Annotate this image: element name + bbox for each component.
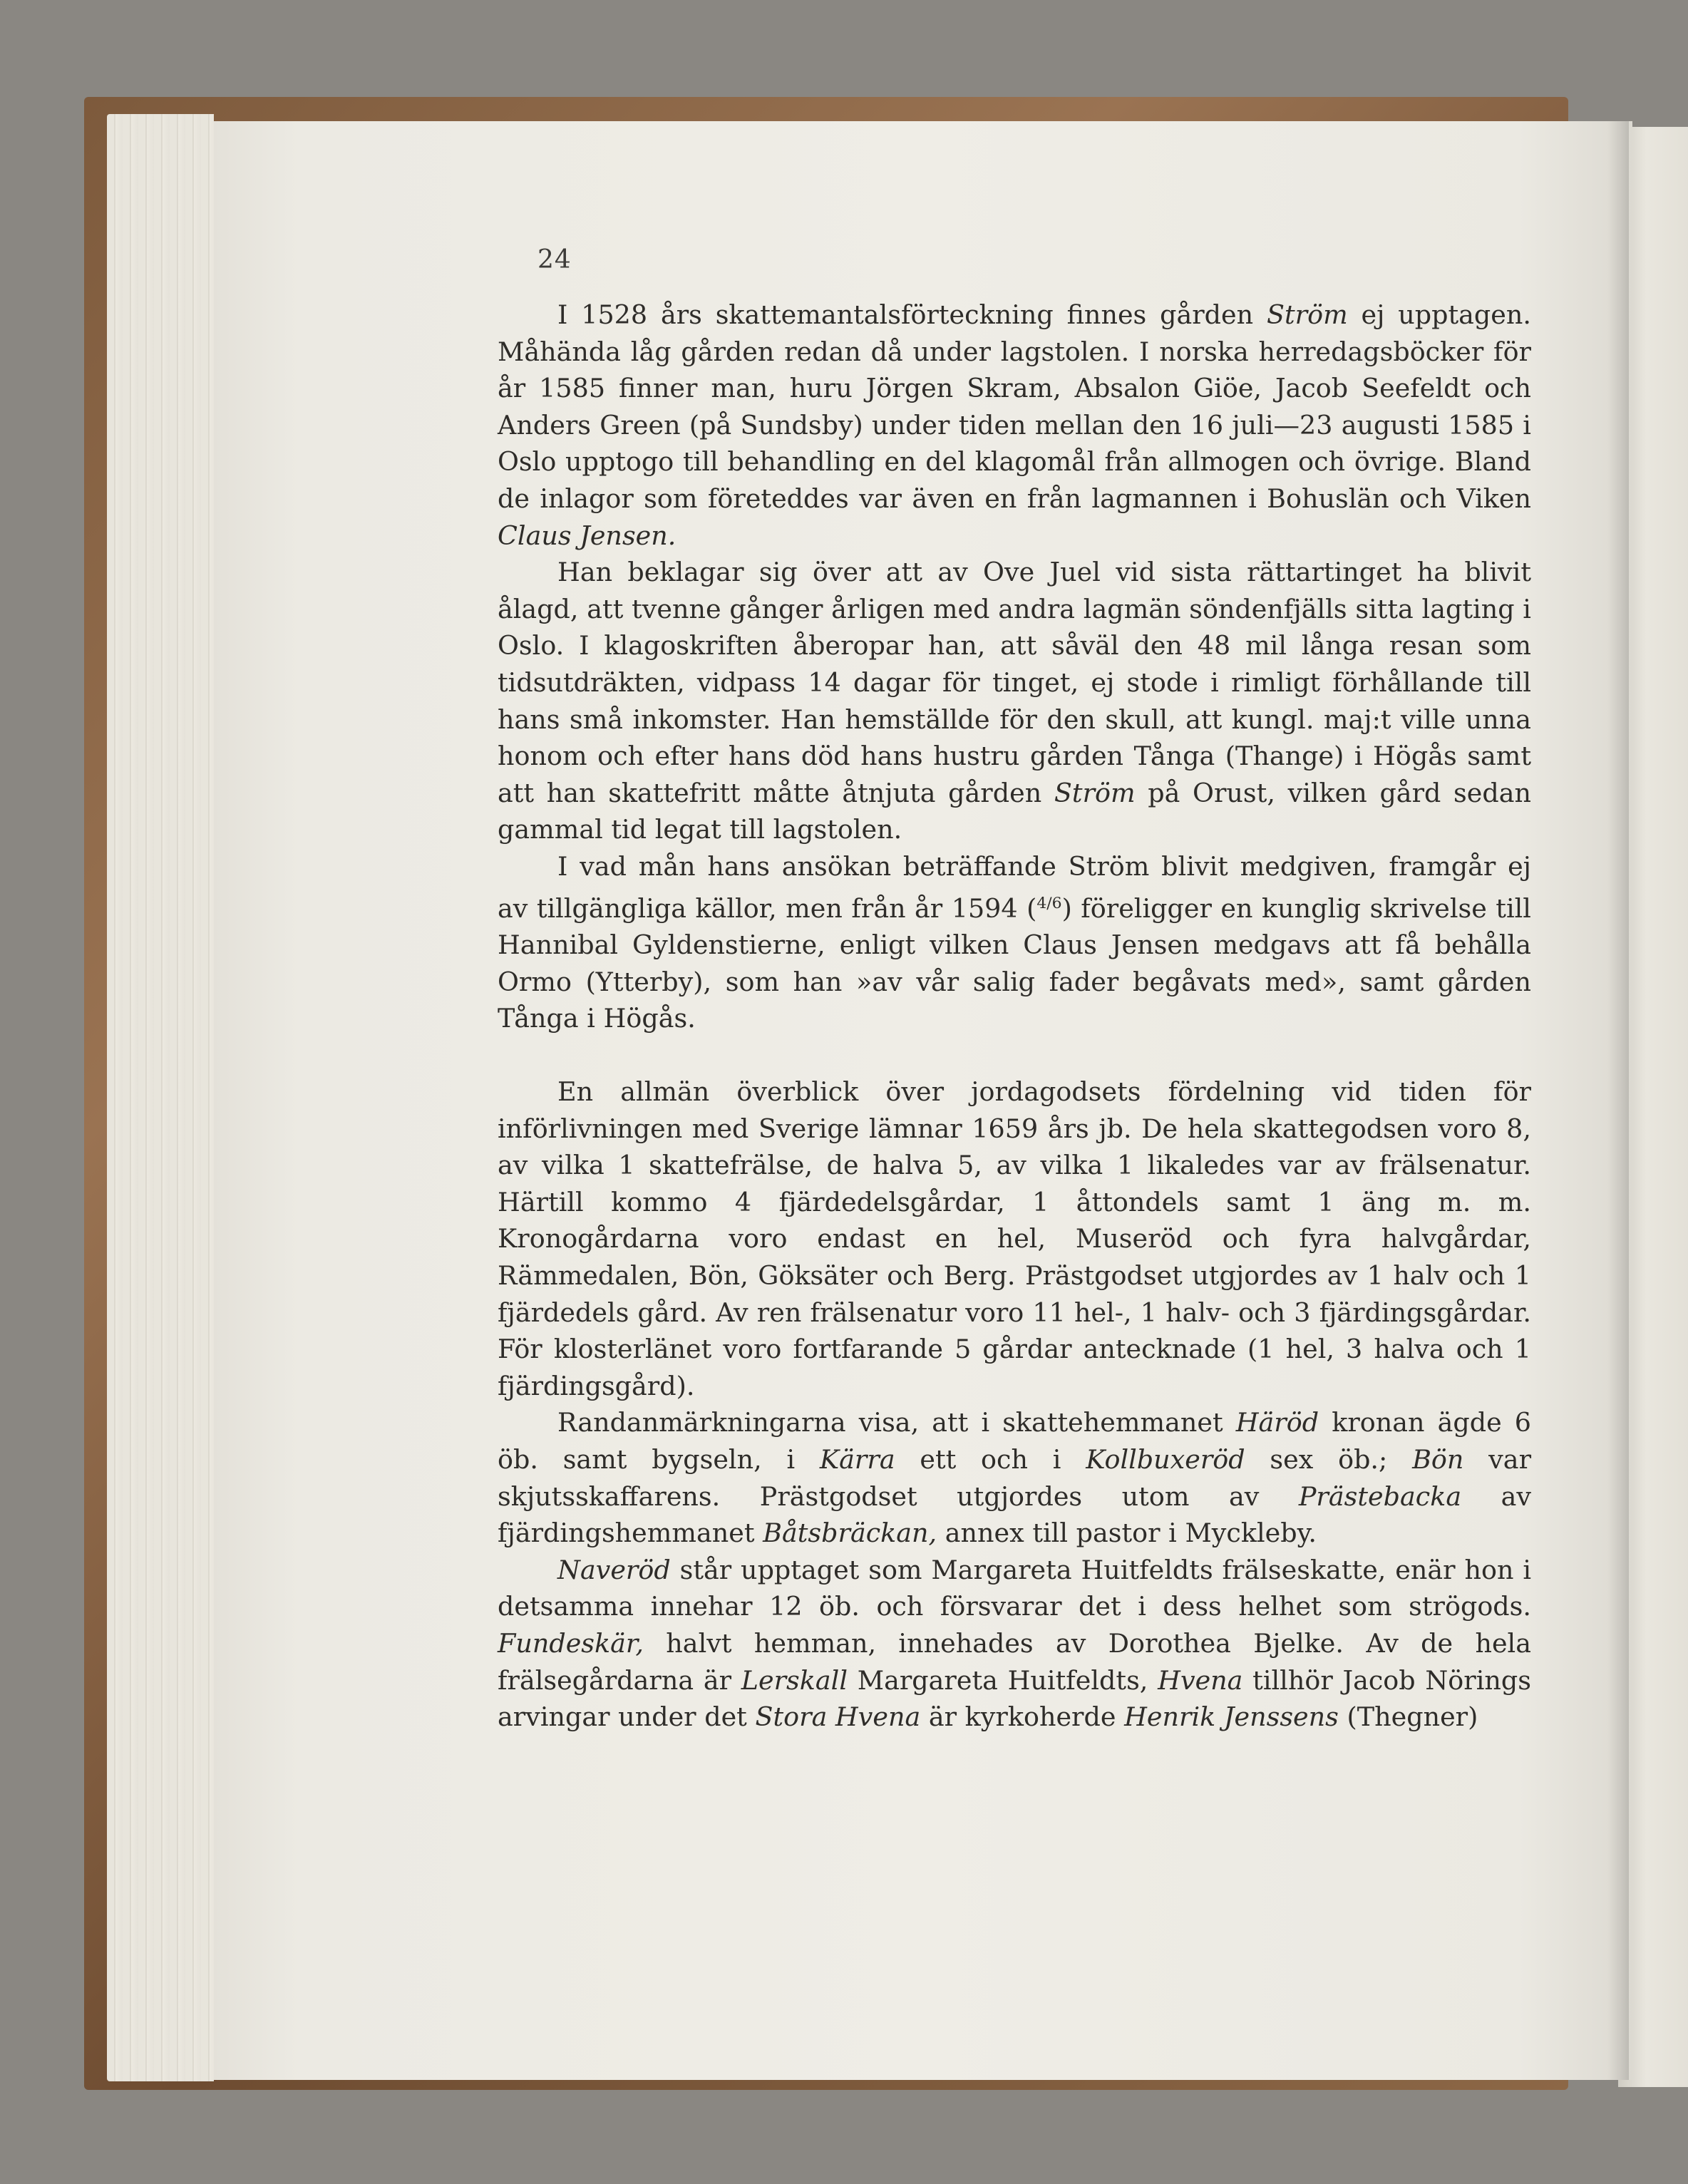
italic-name: Bön bbox=[1412, 1443, 1464, 1475]
page-edges bbox=[107, 114, 214, 2081]
paragraph bbox=[498, 1404, 1531, 1551]
text-run: kronan ägde 6 öb. samt bygseln, i bbox=[498, 1407, 1532, 1475]
text-run: halvt hemman, innehades av Dorothea Bjelke. Av de hela frälsegårdarna är bbox=[498, 1627, 1531, 1696]
text-run: Randanmärkningarna visa, att i skattehemmanet bbox=[557, 1407, 1236, 1438]
italic-name: Kollbuxeröd bbox=[1086, 1443, 1245, 1475]
text-run: av fjärdingshemmanet bbox=[498, 1480, 1531, 1549]
text-run: ) föreligger en kunglig skrivelse till Hannibal Gyldenstierne, enligt vilken Claus Jensen medgavs att få behålla Ormo (Ytterby), som han »av vår salig fader begåvats med», samt gården Tånga i Högås. bbox=[498, 892, 1531, 1034]
paragraph bbox=[498, 297, 1531, 554]
text-run: En allmän överblick över jordagodsets fördelning vid tiden för införlivningen med Sverige lämnar 1659 års jb. De hela skattegodsen voro 8, av vilka 1 skattefrälse, de halva 5, av vilka 1 likaledes var av frälsenatur. Härtill kommo 4 fjärdedelsgårdar, 1 åttondels samt 1 äng m. m. Kronogårdarna voro endast en hel, Museröd och fyra halvgårdar, Rämmedalen, Bön, Göksäter och Berg. Prästgodset utgjordes av 1 halv och 1 fjärdedels gård. Av ren frälsenatur voro 11 hel-, 1 halv- och 3 fjärdingsgårdar. För klosterlänet voro fortfarande 5 gårdar antecknade (1 hel, 3 halva och 1 fjärdingsgård). bbox=[498, 1076, 1531, 1401]
text-run: ett och i bbox=[895, 1443, 1086, 1475]
text-run: står upptaget som Margareta Huitfeldts frälseskatte, enär hon i detsamma innehar 12 öb. och försvarar det i dess helhet som strögods. bbox=[498, 1554, 1531, 1622]
text-run: I 1528 års skattemantalsförteckning finnes gården bbox=[557, 299, 1267, 330]
text-run: I vad mån hans ansökan beträffande Ström blivit medgiven, framgår ej av tillgängliga källor, men från år 1594 ( bbox=[498, 850, 1531, 924]
italic-name: Kärra bbox=[819, 1443, 895, 1475]
italic-name: Båtsbräckan, bbox=[763, 1518, 937, 1549]
italic-name: Stora Hvena bbox=[755, 1701, 921, 1733]
italic-name: Prästebacka bbox=[1298, 1480, 1462, 1512]
text-run: (Thegner) bbox=[1338, 1701, 1478, 1733]
text-run: Margareta Huitfeldts, bbox=[848, 1664, 1158, 1696]
italic-name: Häröd bbox=[1235, 1407, 1319, 1438]
body-text bbox=[498, 297, 1531, 1736]
text-run: är kyrkoherde bbox=[920, 1701, 1125, 1733]
italic-name: Lerskall bbox=[741, 1664, 848, 1696]
date-fraction: 4/6 bbox=[1036, 894, 1062, 912]
page-number: 24 bbox=[537, 245, 572, 274]
paragraph bbox=[498, 554, 1531, 848]
paragraph bbox=[498, 1073, 1531, 1404]
italic-name: Ström bbox=[1054, 777, 1136, 808]
text-run: annex till pastor i Myckleby. bbox=[937, 1518, 1317, 1549]
text-run: ej upptagen. Måhända låg gården redan då under lagstolen. I norska herredagsböcker för år 1585 finner man, huru Jörgen Skram, Absalon Giöe, Jacob Seefeldt och Anders Green (på Sundsby) under tiden mellan den 16 juli—23 augusti 1585 i Oslo upptogo till behandling en del klagomål från allmogen och övrige. Bland de inlagor som företeddes var även en från lagmannen i Bohuslän och Viken bbox=[498, 299, 1531, 514]
page-gutter-shadow bbox=[1607, 121, 1629, 2080]
italic-name: Hvena bbox=[1158, 1664, 1243, 1696]
text-run: på Orust, vilken gård sedan gammal tid legat till lagstolen. bbox=[498, 777, 1532, 845]
italic-name: Fundeskär, bbox=[498, 1627, 644, 1659]
text-run: tillhör Jacob Nörings arvingar under det bbox=[498, 1664, 1531, 1733]
paragraph bbox=[498, 848, 1531, 1037]
text-run: sex öb.; bbox=[1245, 1443, 1413, 1475]
italic-name: Ström bbox=[1266, 299, 1348, 330]
paragraph bbox=[498, 1552, 1531, 1736]
text-run: Han beklagar sig över att av Ove Juel vid sista rättartinget ha blivit ålagd, att tvenne gånger årligen med andra lagmän söndenfjälls sitta lagting i Oslo. I klagoskriften åberopar han, att såväl den 48 mil långa resan som tidsutdräkten, vidpass 14 dagar för tinget, ej stode i rimligt förhållande till hans små inkomster. Han hemställde för den skull, att kungl. maj:t ville unna honom och efter hans död hans hustru gården Tånga (Thange) i Högås samt att han skattefritt måtte åtnjuta gården bbox=[498, 557, 1531, 808]
italic-name: Henrik Jenssens bbox=[1124, 1701, 1339, 1733]
italic-name: Claus Jensen. bbox=[498, 520, 676, 551]
text-run: var skjutsskaffarens. Prästgodset utgjordes utom av bbox=[498, 1443, 1532, 1512]
italic-name: Naveröd bbox=[557, 1554, 671, 1585]
